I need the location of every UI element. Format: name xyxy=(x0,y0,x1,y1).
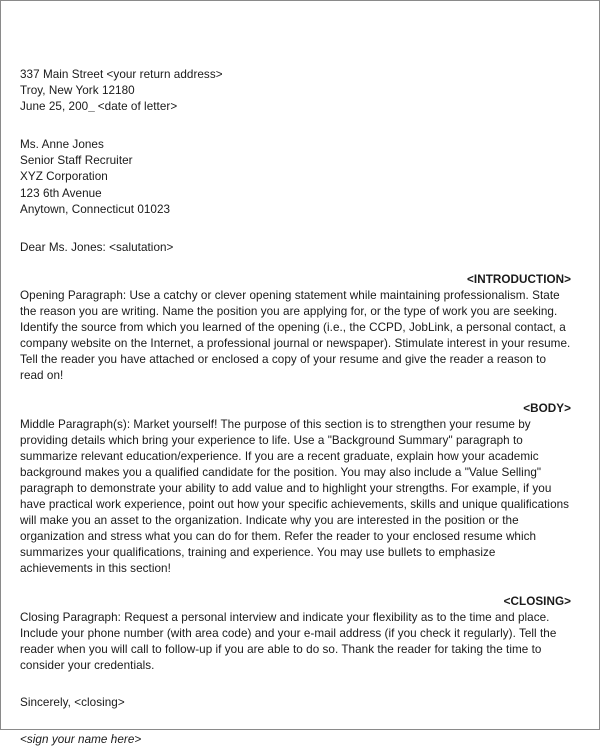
letter-date-suffix: <date of letter> xyxy=(94,100,178,114)
complimentary-close: Sincerely, <closing> xyxy=(20,696,125,709)
spacer-after-introduction xyxy=(20,385,571,401)
spacer-after-recipient-address xyxy=(20,218,571,240)
spacer-after-closing xyxy=(20,674,571,695)
recipient-name: Ms. Anne Jones xyxy=(20,138,104,152)
introduction-heading: <INTRODUCTION> xyxy=(467,272,571,286)
spacer-after-complimentary-close xyxy=(20,711,571,732)
spacer-after-salutation xyxy=(20,256,571,272)
return-address-line-1: 337 Main Street <your return address> xyxy=(20,68,223,81)
closing-heading: <CLOSING> xyxy=(503,594,571,608)
body-paragraph: Middle Paragraph(s): Market yourself! The purpose of this section is to strengthen your resume by providing details which bring your experience to life. Use a "Background Summary" paragraph to summarize relevant education/experience. If you are a recent graduate, explain how your academic background makes you a qualified candidate for the position. You may also include a "Value Selling" paragraph to demonstrate your ability to add value and to highlight your strengths. For example, if you have practical work experience, point out how your specific achievements, skills and unique qualifications will make you an asset to the organization. Indicate why you are interested in the position or the organization and stress what you can do for them. Refer the reader to your enclosed resume which summarizes your qualifications, training and experience. You may use bullets to emphasize achievements in this section! xyxy=(20,417,570,576)
spacer-after-return-address xyxy=(20,115,571,137)
return-address-block xyxy=(20,67,571,115)
introduction-paragraph: Opening Paragraph: Use a catchy or clever opening statement while maintaining professionalism. State the reason you are writing. Name the position you are applying for, or the type of work you are seeking. Identify the source from which you learned of the opening (i.e., the CCPD, JobLink, a personal contact, a company website on the Internet, a professional journal or newspaper). Stimulate interest in your resume. Tell the reader you have attached or enclosed a copy of your resume and give the reader a reason to read on! xyxy=(20,288,571,383)
recipient-title: Senior Staff Recruiter xyxy=(20,154,133,168)
recipient-street: 123 6th Avenue xyxy=(20,186,102,200)
recipient-city-state-zip: Anytown, Connecticut 01023 xyxy=(20,202,171,216)
letter-body xyxy=(20,67,571,748)
salutation: Dear Ms. Jones: <salutation> xyxy=(20,240,174,254)
body-heading: <BODY> xyxy=(523,401,571,415)
recipient-company: XYZ Corporation xyxy=(20,170,108,184)
letter-date-blank: _ xyxy=(88,100,95,114)
letter-date-prefix: June 25, 200 xyxy=(20,100,89,114)
closing-paragraph: Closing Paragraph: Request a personal interview and indicate your flexibility as to the time and place. Include your phone number (with area code) and your e-mail address (if you check it regularly). Tell the reader when you will call to follow-up if you are able to do so. Thank the reader for taking the time to consider your credentials. xyxy=(20,610,557,672)
signature-placeholder: <sign your name here> xyxy=(20,733,142,747)
return-address-line-2: Troy, New York 12180 xyxy=(20,84,135,98)
recipient-address-block xyxy=(20,137,571,217)
spacer-after-body xyxy=(20,578,571,594)
letter-date-line xyxy=(20,99,571,115)
